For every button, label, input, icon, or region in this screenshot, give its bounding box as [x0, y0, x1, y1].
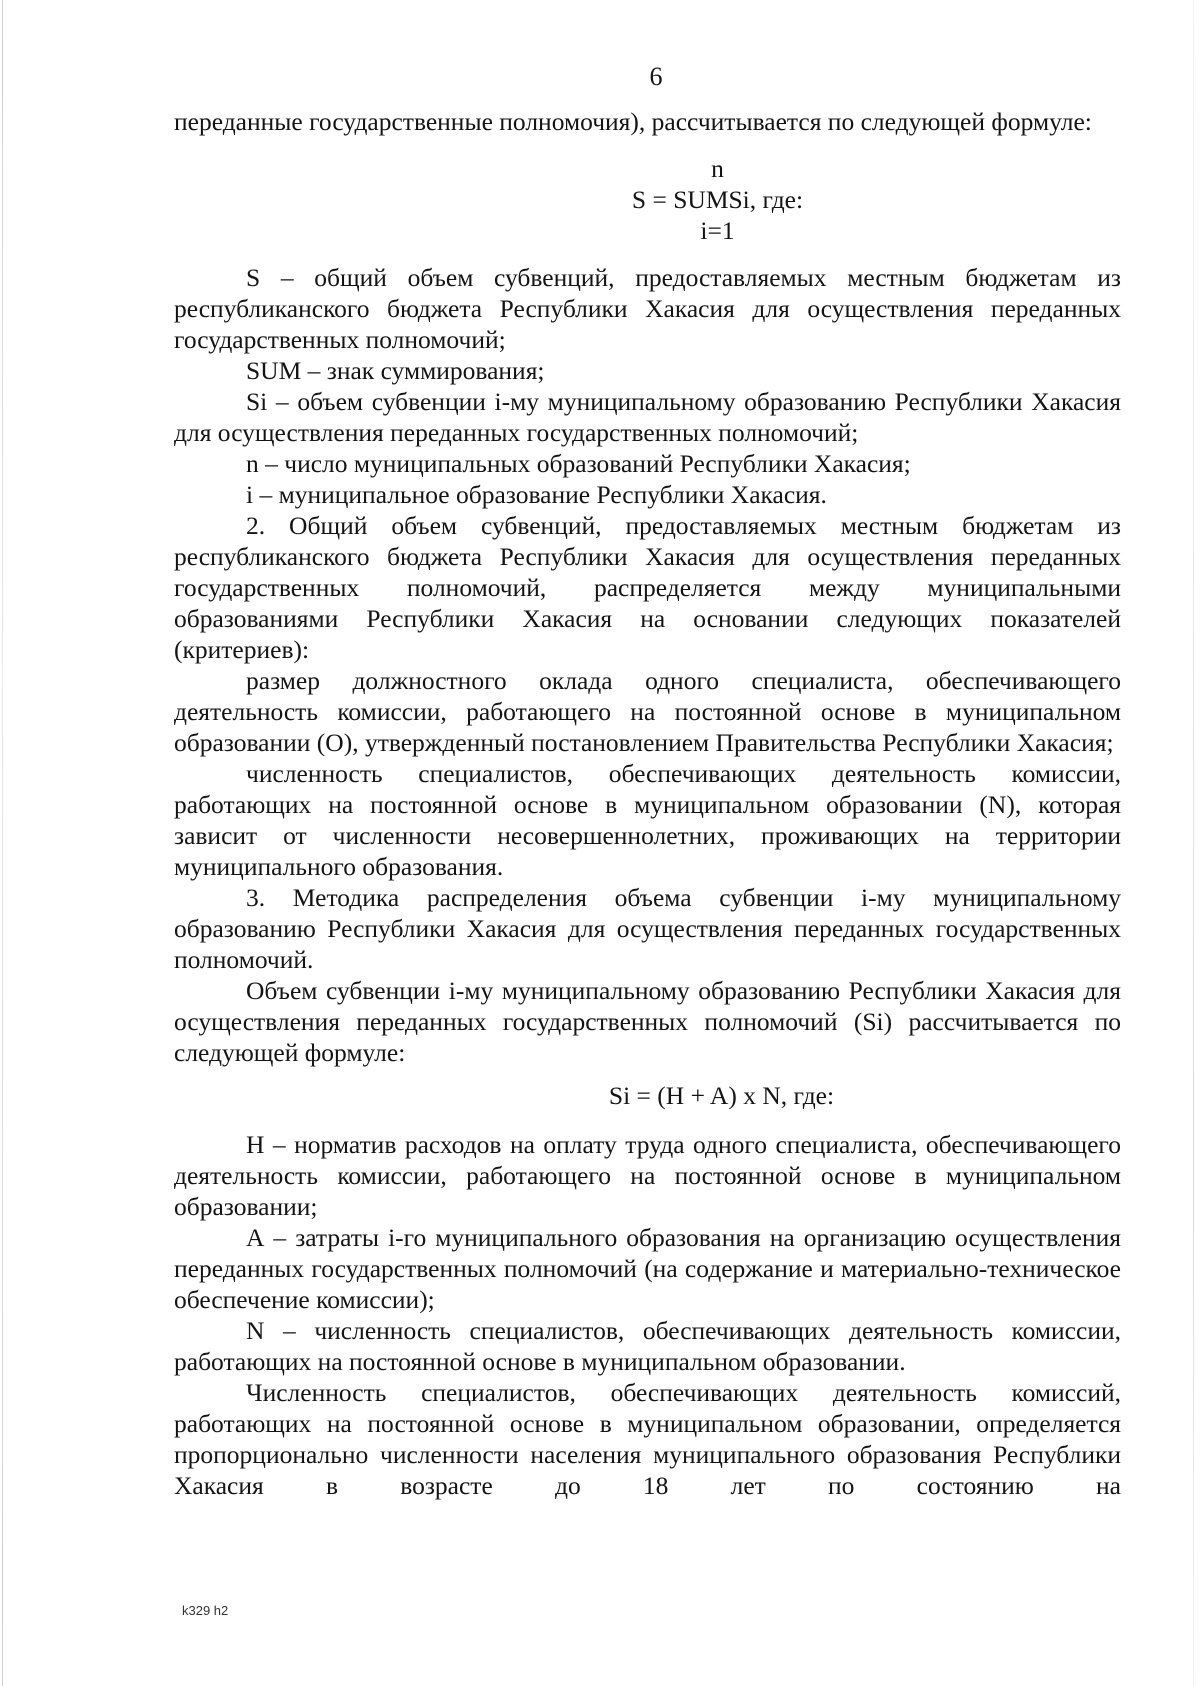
- sum-formula-lower-limit: i=1: [700, 216, 735, 245]
- criterion-salary: размер должностного оклада одного специалиста, обеспечивающего деятельность комиссии, работающего на постоянной основе в муниципальном образовании (О), утвержденный постановлением Правительства Республики Хакасия;: [174, 666, 1121, 757]
- scan-edge-right: [1193, 0, 1194, 1686]
- sum-formula: [174, 153, 1121, 246]
- headcount-paragraph: Численность специалистов, обеспечивающих деятельность комиссий, работающих на постоянной основе в муниципальном образовании, определяется пропорционально численности населения муниципального образования Республики Хакасия в возрасте до 18 лет по состоянию на: [174, 1378, 1121, 1500]
- definition-n: n – число муниципальных образований Республики Хакасия;: [246, 449, 911, 478]
- definition-si: Si – объем субвенции i-му муниципальному образованию Республики Хакасия для осуществления переданных государственных полномочий;: [174, 387, 1121, 447]
- sum-formula-upper-limit: n: [711, 154, 724, 183]
- page-number: 6: [649, 62, 663, 91]
- definition-i: i – муниципальное образование Республики Хакасия.: [246, 480, 827, 509]
- section-3-paragraph: 3. Методика распределения объема субвенции i-му муниципальному образованию Республики Хакасия для осуществления переданных государственных полномочий.: [174, 883, 1121, 974]
- definition-s: S – общий объем субвенций, предоставляемых местным бюджетам из республиканского бюджета Республики Хакасия для осуществления переданных государственных полномочий;: [174, 263, 1121, 354]
- sum-formula-main: S = SUMSi, где:: [631, 185, 804, 214]
- document-code: k329 h2: [182, 1603, 229, 1618]
- subvention-formula: Si = (H + A) x N, где:: [608, 1081, 835, 1110]
- intro-paragraph: переданные государственные полномочия), рассчитывается по следующей формуле:: [174, 107, 1092, 136]
- definition-sum: SUM – знак суммирования;: [246, 356, 545, 385]
- definition-a: А – затраты i-го муниципального образования на организацию осуществления переданных государственных полномочий (на содержание и материально-техническое обеспечение комиссии);: [174, 1223, 1121, 1314]
- subvention-formula-intro: Объем субвенции i-му муниципальному образованию Республики Хакасия для осуществления переданных государственных полномочий (Si) рассчитывается по следующей формуле:: [174, 976, 1121, 1067]
- scan-edge-left: [2, 0, 3, 1686]
- section-2-paragraph: 2. Общий объем субвенций, предоставляемых местным бюджетам из республиканского бюджета Республики Хакасия для осуществления переданных государственных полномочий, распределяется между муниципальными образованиями Республики Хакасия на основании следующих показателей (критериев):: [174, 511, 1121, 664]
- definition-h: H – норматив расходов на оплату труда одного специалиста, обеспечивающего деятельность комиссии, работающего на постоянной основе в муниципальном образовании;: [174, 1130, 1121, 1221]
- criterion-headcount: численность специалистов, обеспечивающих деятельность комиссии, работающих на постоянной основе в муниципальном образовании (N), которая зависит от численности несовершеннолетних, проживающих на территории муниципального образования.: [174, 759, 1121, 881]
- definition-n-specialists: N – численность специалистов, обеспечивающих деятельность комиссии, работающих на постоянной основе в муниципальном образовании.: [174, 1316, 1121, 1376]
- body-text: [174, 106, 1121, 1501]
